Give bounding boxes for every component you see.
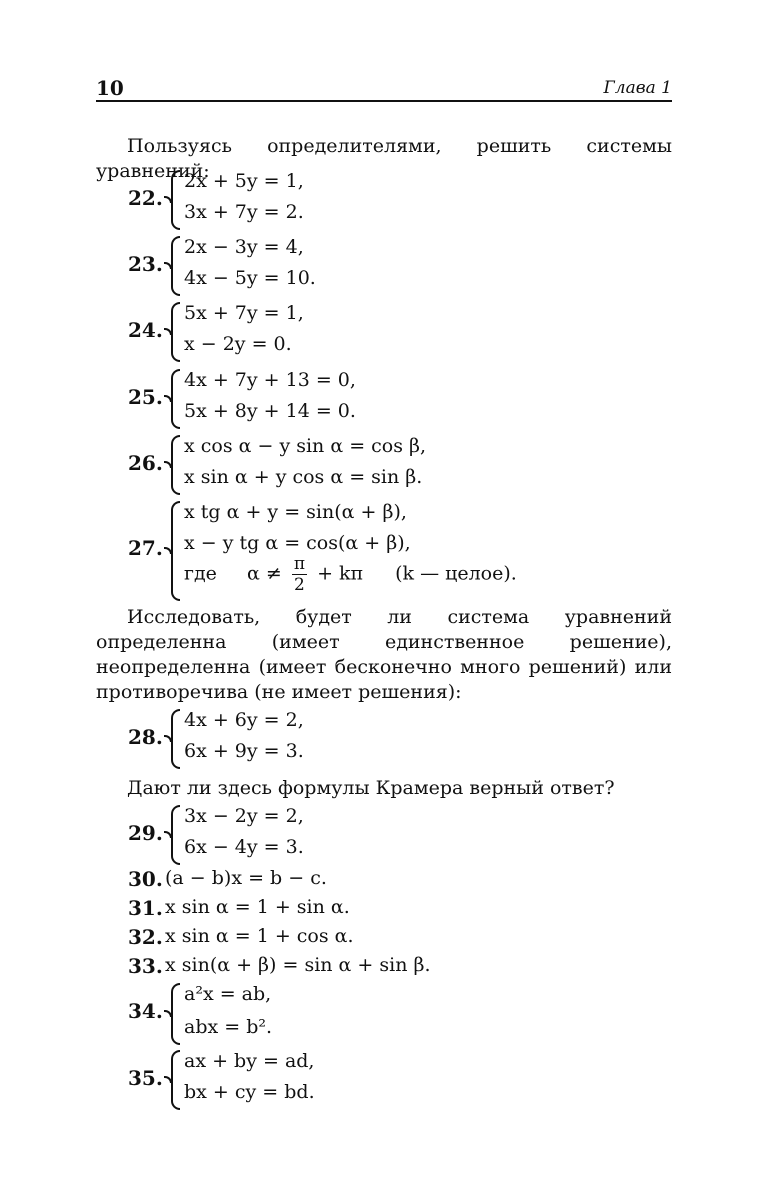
- condition-lhs: α ≠: [247, 562, 282, 585]
- equation: abx = b².: [184, 1016, 273, 1038]
- brace: [171, 805, 180, 865]
- problem-number: 26.: [128, 451, 163, 475]
- problem-number: 23.: [128, 252, 163, 276]
- brace: [171, 501, 180, 601]
- brace: [171, 369, 180, 429]
- equation: 4x + 6y = 2,: [184, 709, 304, 731]
- cramer-question: Дают ли здесь формулы Крамера верный ответ?: [127, 777, 615, 799]
- equation: x sin α = 1 + cos α.: [165, 925, 354, 947]
- problem-number: 33.: [128, 954, 163, 978]
- equation: a²x = ab,: [184, 983, 272, 1005]
- fraction-numerator: π: [293, 554, 306, 574]
- page-header: [96, 76, 672, 102]
- brace: [171, 983, 180, 1045]
- equation: 5x + 7y = 1,: [184, 302, 304, 324]
- equation: 2x + 5y = 1,: [184, 170, 304, 192]
- equation: ax + by = ad,: [184, 1050, 315, 1072]
- problem-number: 32.: [128, 925, 163, 949]
- problem-number: 22.: [128, 186, 163, 210]
- equation: 4x − 5y = 10.: [184, 267, 316, 289]
- equation: (a − b)x = b − c.: [165, 867, 327, 889]
- brace: [171, 236, 180, 296]
- problem-number: 24.: [128, 318, 163, 342]
- equation: x tg α + y = sin(α + β),: [184, 501, 407, 523]
- equation: 4x + 7y + 13 = 0,: [184, 369, 356, 391]
- problem-number: 25.: [128, 385, 163, 409]
- equation: x sin α + y cos α = sin β.: [184, 466, 423, 488]
- equation: bx + cy = bd.: [184, 1081, 315, 1103]
- problem-number: 29.: [128, 821, 163, 845]
- brace: [171, 709, 180, 769]
- fraction: [292, 554, 307, 595]
- equation: 3x + 7y = 2.: [184, 201, 304, 223]
- problem-number: 30.: [128, 867, 163, 891]
- condition-rhs: + kπ: [317, 562, 364, 585]
- problem-number: 35.: [128, 1066, 163, 1090]
- condition-note: (k — целое).: [395, 562, 517, 585]
- intro-paragraph: Пользуясь определителями, решить системы уравнений:: [96, 135, 672, 182]
- equation: 3x − 2y = 2,: [184, 805, 304, 827]
- chapter-title: Глава 1: [603, 78, 672, 98]
- equation: 6x + 9y = 3.: [184, 740, 304, 762]
- problem-number: 34.: [128, 999, 163, 1023]
- condition-line: [184, 554, 517, 595]
- equation: 6x − 4y = 3.: [184, 836, 304, 858]
- brace: [171, 1050, 180, 1110]
- page-number: 10: [96, 76, 124, 100]
- equation: x − 2y = 0.: [184, 333, 292, 355]
- brace: [171, 170, 180, 230]
- fraction-denominator: 2: [294, 575, 305, 595]
- study-paragraph: Исследовать, будет ли система уравнений определенна (имеет единственное решение), неопределенна (имеет бесконечно много решений) или противоречива (не имеет решения):: [96, 606, 672, 703]
- problem-number: 28.: [128, 725, 163, 749]
- equation: 5x + 8y + 14 = 0.: [184, 400, 356, 422]
- equation: x cos α − y sin α = cos β,: [184, 435, 427, 457]
- equation: x sin(α + β) = sin α + sin β.: [165, 954, 431, 976]
- equation: 2x − 3y = 4,: [184, 236, 304, 258]
- equation: x sin α = 1 + sin α.: [165, 896, 350, 918]
- condition-where: где: [184, 562, 217, 585]
- problem-number: 31.: [128, 896, 163, 920]
- brace: [171, 302, 180, 362]
- problem-number: 27.: [128, 536, 163, 560]
- equation: x − y tg α = cos(α + β),: [184, 532, 411, 554]
- brace: [171, 435, 180, 495]
